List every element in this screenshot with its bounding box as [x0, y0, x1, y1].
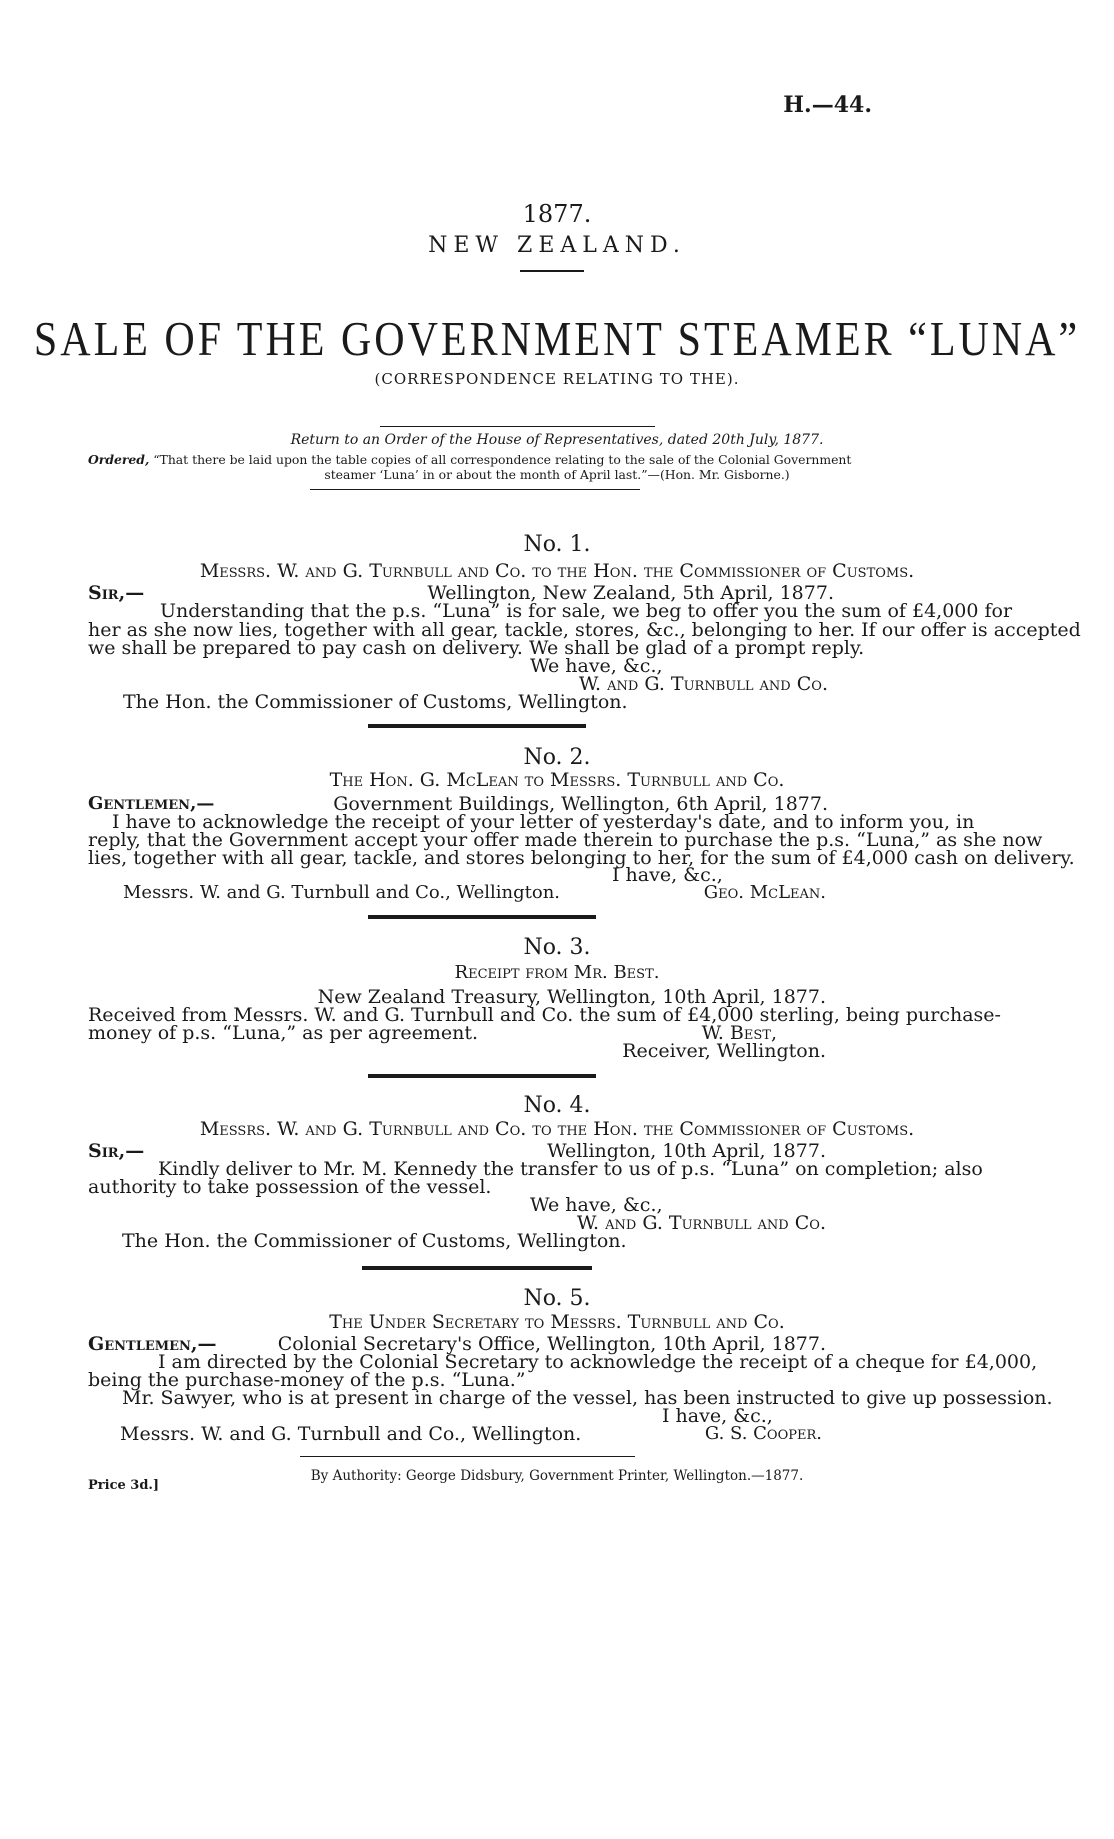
paper-code: H.—44. [783, 92, 872, 118]
year: 1877. [522, 200, 592, 228]
section-divider-4 [362, 1266, 592, 1270]
letter-5-closing: I have, &c., [662, 1405, 773, 1427]
letter-4-addressee: The Hon. the Commissioner of Customs, Wellington. [122, 1230, 627, 1252]
letter-5-body-line-2: being the purchase-money of the p.s. “Luna.” [88, 1369, 526, 1391]
letter-2-closing: I have, &c., [612, 864, 723, 886]
order-top-rule [380, 426, 655, 427]
order-return-line: Return to an Order of the House of Representatives, dated 20th July, 1877. [290, 432, 824, 448]
letter-3-number: No. 3. [523, 935, 591, 960]
ordered-text-1: “That there be laid upon the table copies of all correspondence relating to the sale of the Colonial Government [153, 452, 852, 467]
letter-2-body-line-3: lies, together with all gear, tackle, and stores belonging to her, for the sum of £4,000 cash on delivery. [88, 847, 1075, 869]
footer-rule [300, 1456, 635, 1457]
order-ordered-line-2: steamer ‘Luna’ in or about the month of April last.”—(Hon. Mr. Gisborne.) [324, 467, 790, 482]
letter-4-salutation: Sir,— [88, 1140, 145, 1162]
title-divider [520, 270, 584, 272]
letter-1-heading: Messrs. W. and G. Turnbull and Co. to the Hon. the Commissioner of Customs. [199, 560, 915, 582]
letter-3-heading: Receipt from Mr. Best. [454, 962, 660, 983]
order-bottom-rule [310, 489, 640, 490]
letter-1-body-line-1: Understanding that the p.s. “Luna” is for sale, we beg to offer you the sum of £4,000 for [160, 600, 1013, 622]
letter-2-signature: Geo. McLean. [703, 882, 826, 903]
letter-4-body-line-1: Kindly deliver to Mr. M. Kennedy the transfer to us of p.s. “Luna” on completion; also [158, 1158, 983, 1180]
letter-3-body-line-1: Received from Messrs. W. and G. Turnbull and Co. the sum of £4,000 sterling, being purchase- [88, 1004, 1001, 1026]
letter-2-place-date: Government Buildings, Wellington, 6th April, 1877. [333, 793, 828, 815]
letter-4-closing: We have, &c., [530, 1194, 663, 1216]
printer-authority: By Authority: George Didsbury, Government Printer, Wellington.—1877. [310, 1468, 804, 1484]
section-divider-1 [368, 724, 586, 728]
order-ordered-line-1 [88, 452, 851, 467]
main-title: SALE OF THE GOVERNMENT STEAMER “LUNA” [33, 313, 1081, 367]
letter-3-body-line-2: money of p.s. “Luna,” as per agreement. [88, 1022, 479, 1044]
letter-4-body-line-2: authority to take possession of the vessel. [88, 1176, 492, 1198]
letter-5-number: No. 5. [523, 1286, 591, 1311]
letter-2-body-line-2: reply, that the Government accept your offer made therein to purchase the p.s. “Luna,” as she now [88, 829, 1043, 851]
letter-4-heading: Messrs. W. and G. Turnbull and Co. to the Hon. the Commissioner of Customs. [199, 1118, 915, 1140]
section-divider-2 [368, 915, 596, 919]
letter-2-salutation: Gentlemen,— [88, 793, 215, 814]
letter-1-salutation: Sir,— [88, 582, 145, 604]
letter-1-body-line-2: her as she now lies, together with all gear, tackle, stores, &c., belonging to her. If our offer is accepted [88, 619, 1081, 641]
letter-5-heading: The Under Secretary to Messrs. Turnbull and Co. [329, 1311, 785, 1333]
letter-1-closing: We have, &c., [530, 655, 663, 677]
ordered-label: Ordered, [88, 452, 150, 467]
letter-1-signature: W. and G. Turnbull and Co. [578, 673, 828, 695]
letter-4-place-date: Wellington, 10th April, 1877. [547, 1140, 826, 1162]
letter-5-body-line-3: Mr. Sawyer, who is at present in charge of the vessel, has been instructed to give up possession. [122, 1387, 1053, 1409]
letter-2-addressee: Messrs. W. and G. Turnbull and Co., Wellington. [123, 882, 561, 903]
letter-2-heading: The Hon. G. McLean to Messrs. Turnbull and Co. [329, 769, 785, 791]
subtitle: (CORRESPONDENCE RELATING TO THE). [374, 370, 740, 388]
letter-4-number: No. 4. [523, 1093, 591, 1118]
letter-5-salutation: Gentlemen,— [88, 1333, 217, 1355]
section-divider-3 [368, 1074, 596, 1078]
letter-2-body-line-1: I have to acknowledge the receipt of your letter of yesterday's date, and to inform you, in [112, 811, 975, 833]
price: Price 3d.] [88, 1478, 160, 1493]
letter-1-number: No. 1. [523, 532, 591, 557]
letter-1-place-date: Wellington, New Zealand, 5th April, 1877. [427, 582, 834, 604]
letter-5-body-line-1: I am directed by the Colonial Secretary to acknowledge the receipt of a cheque for £4,000, [158, 1351, 1038, 1373]
letter-5-signature: G. S. Cooper. [704, 1423, 822, 1444]
letter-2-number: No. 2. [523, 745, 591, 770]
country-title: NEW ZEALAND. [428, 233, 686, 258]
letter-1-body-line-3: we shall be prepared to pay cash on delivery. We shall be glad of a prompt reply. [88, 637, 865, 659]
letter-3-signature: W. Best, [701, 1022, 777, 1044]
letter-3-place-date: New Zealand Treasury, Wellington, 10th April, 1877. [317, 986, 826, 1008]
letter-5-addressee: Messrs. W. and G. Turnbull and Co., Wellington. [120, 1423, 582, 1445]
letter-1-addressee: The Hon. the Commissioner of Customs, Wellington. [123, 691, 628, 713]
letter-5-place-date: Colonial Secretary's Office, Wellington, 10th April, 1877. [277, 1333, 826, 1355]
letter-3-signature-title: Receiver, Wellington. [622, 1040, 826, 1062]
letter-4-signature: W. and G. Turnbull and Co. [576, 1212, 826, 1234]
